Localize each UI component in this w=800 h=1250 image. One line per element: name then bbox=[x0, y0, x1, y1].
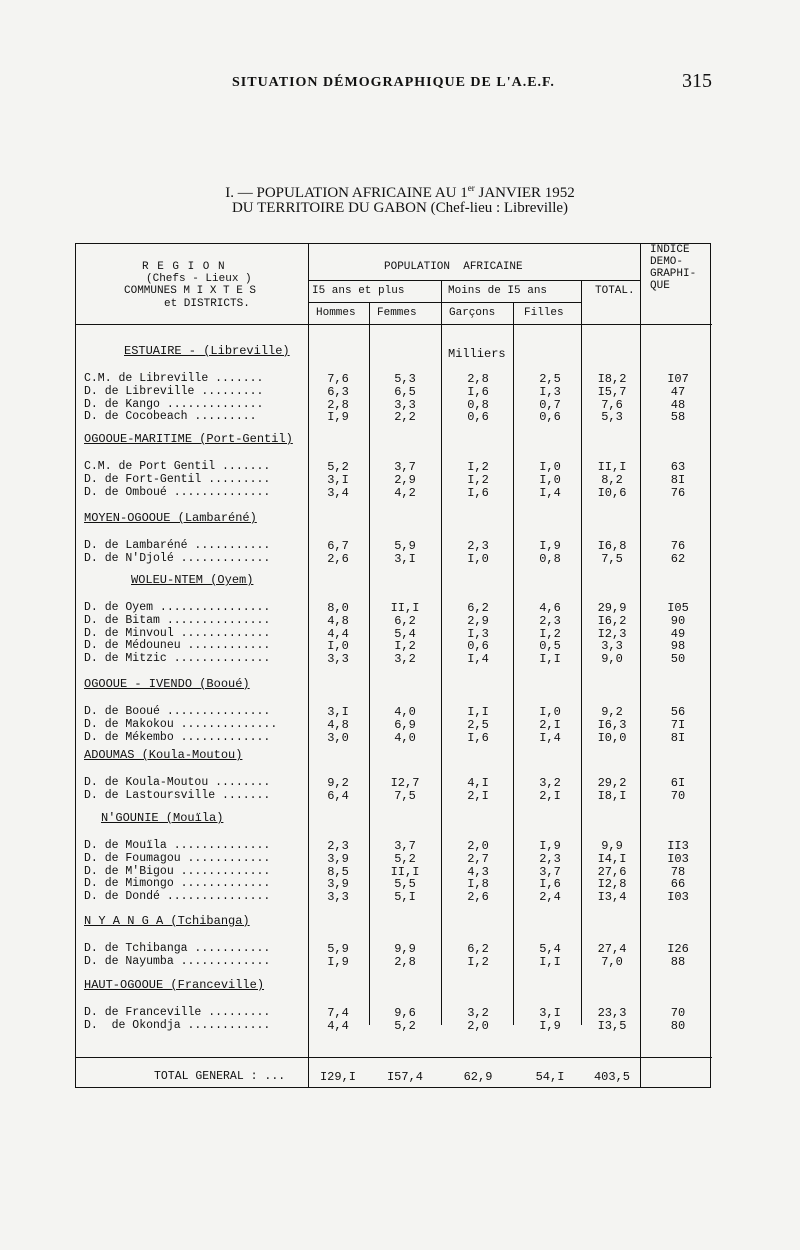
cell-h: 3,3 bbox=[327, 890, 349, 905]
cell-fi: 2,4 bbox=[539, 890, 561, 905]
row-label: D. de Mouïla .............. bbox=[84, 839, 271, 852]
row-label: D. de Omboué .............. bbox=[84, 485, 271, 499]
cell-t: 3,3 bbox=[601, 639, 623, 654]
cell-h: 4,4 bbox=[327, 1018, 349, 1033]
cell-fi: 0,7 bbox=[539, 397, 561, 412]
cell-g: I,6 bbox=[467, 384, 489, 399]
row-label: D. de M'Bigou ............. bbox=[84, 864, 271, 878]
section-heading: N Y A N G A (Tchibanga) bbox=[84, 914, 250, 928]
cell-i: 63 bbox=[670, 460, 686, 474]
cell-fi: I,9 bbox=[539, 539, 561, 553]
cell-h: 9,2 bbox=[327, 776, 349, 790]
cell-t: I2,8 bbox=[597, 877, 627, 892]
cell-f: 5,I bbox=[394, 890, 416, 905]
cell-g: 4,I bbox=[467, 776, 489, 790]
header-garcons: Garçons bbox=[449, 307, 496, 319]
cell-g: 2,7 bbox=[467, 851, 489, 866]
cell-t: 29,9 bbox=[597, 601, 627, 615]
header-indice: INDICE DEMO- GRAPHI- QUE bbox=[650, 244, 697, 292]
cell-g: 2,3 bbox=[467, 539, 489, 553]
row-label: D. de Kango .............. bbox=[84, 397, 264, 411]
cell-f: 6,2 bbox=[394, 613, 416, 628]
row-label: D. de Mitzic .............. bbox=[84, 652, 271, 666]
cell-t: 9,0 bbox=[601, 652, 623, 667]
row-label: D. de Foumagou ............ bbox=[84, 851, 271, 865]
row-label: D. de Minvoul ............. bbox=[84, 626, 271, 640]
cell-fi: I,3 bbox=[539, 384, 561, 399]
total-hommes: I29,I bbox=[319, 1070, 356, 1084]
rule-under-population bbox=[308, 280, 640, 281]
rule-indice bbox=[640, 244, 641, 1087]
cell-fi: I,0 bbox=[539, 705, 561, 719]
cell-t: I4,I bbox=[597, 851, 627, 866]
rule-under-agegroups bbox=[308, 302, 581, 303]
cell-fi: 3,I bbox=[539, 1006, 561, 1020]
section-heading: N'GOUNIE (Mouïla) bbox=[101, 811, 224, 825]
cell-h: 8,5 bbox=[327, 864, 349, 879]
cell-t: 27,6 bbox=[597, 864, 627, 879]
row-label: D. de Lastoursville ....... bbox=[84, 788, 271, 802]
row-label: C.M. de Libreville ....... bbox=[84, 372, 264, 385]
cell-fi: 2,I bbox=[539, 717, 561, 732]
cell-fi: I,9 bbox=[539, 1018, 561, 1033]
cell-f: I,2 bbox=[394, 639, 416, 654]
cell-t: 7,6 bbox=[601, 397, 623, 412]
cell-f: 5,4 bbox=[394, 626, 416, 641]
unit-label: Milliers bbox=[448, 347, 506, 361]
cell-f: 2,8 bbox=[394, 954, 416, 969]
cell-h: 6,4 bbox=[327, 788, 349, 803]
cell-i: 62 bbox=[670, 551, 686, 566]
population-table bbox=[75, 243, 711, 1088]
cell-t: 23,3 bbox=[597, 1006, 627, 1020]
cell-i: I05 bbox=[667, 601, 689, 615]
row-label: D. de Cocobeach ......... bbox=[84, 410, 257, 424]
row-label: D. de Nayumba ............. bbox=[84, 954, 271, 968]
cell-fi: 2,3 bbox=[539, 613, 561, 628]
row-label: D. de Bitam ............... bbox=[84, 613, 271, 627]
cell-f: 5,9 bbox=[394, 539, 416, 553]
cell-g: 2,0 bbox=[467, 839, 489, 853]
cell-i: 76 bbox=[670, 485, 686, 500]
cell-fi: I,6 bbox=[539, 877, 561, 892]
cell-t: I8,2 bbox=[597, 372, 627, 386]
rule-total bbox=[581, 280, 582, 1025]
cell-i: 88 bbox=[670, 954, 686, 969]
cell-t: 5,3 bbox=[601, 410, 623, 425]
title-part-b: JANVIER 1952 bbox=[474, 185, 575, 201]
cell-fi: 3,7 bbox=[539, 864, 561, 879]
cell-i: 6I bbox=[670, 776, 686, 790]
cell-t: I6,2 bbox=[597, 613, 627, 628]
cell-i: 8I bbox=[670, 472, 686, 487]
cell-t: II,I bbox=[597, 460, 627, 474]
cell-i: 49 bbox=[670, 626, 686, 641]
cell-i: 58 bbox=[670, 410, 686, 425]
cell-fi: 0,6 bbox=[539, 410, 561, 425]
cell-g: 4,3 bbox=[467, 864, 489, 879]
cell-g: I,8 bbox=[467, 877, 489, 892]
section-heading: ESTUAIRE - (Libreville) bbox=[124, 344, 290, 358]
header-chefs-lieux: (Chefs - Lieux ) bbox=[146, 273, 252, 285]
cell-h: 3,3 bbox=[327, 652, 349, 667]
cell-t: I0,6 bbox=[597, 485, 627, 500]
cell-g: 0,8 bbox=[467, 397, 489, 412]
cell-g: I,2 bbox=[467, 472, 489, 487]
cell-t: 7,5 bbox=[601, 551, 623, 566]
cell-f: II,I bbox=[390, 864, 420, 879]
cell-f: 6,5 bbox=[394, 384, 416, 399]
cell-t: I6,8 bbox=[597, 539, 627, 553]
cell-f: 5,5 bbox=[394, 877, 416, 892]
cell-f: 2,2 bbox=[394, 410, 416, 425]
cell-i: II3 bbox=[667, 839, 689, 853]
total-filles: 54,I bbox=[535, 1070, 565, 1084]
cell-fi: 3,2 bbox=[539, 776, 561, 790]
cell-fi: I,I bbox=[539, 652, 561, 667]
cell-h: 4,4 bbox=[327, 626, 349, 641]
cell-i: 70 bbox=[670, 1006, 686, 1020]
cell-t: I3,4 bbox=[597, 890, 627, 905]
title-part-a: I. — POPULATION AFRICAINE AU 1 bbox=[225, 185, 468, 201]
cell-h: 3,0 bbox=[327, 730, 349, 745]
rule-garcons-filles bbox=[513, 302, 514, 1025]
cell-h: 8,0 bbox=[327, 601, 349, 615]
cell-i: 76 bbox=[670, 539, 686, 553]
cell-h: 3,I bbox=[327, 705, 349, 719]
cell-i: 98 bbox=[670, 639, 686, 654]
cell-h: 7,6 bbox=[327, 372, 349, 386]
rule-region bbox=[308, 244, 309, 1087]
cell-fi: 2,5 bbox=[539, 372, 561, 386]
row-label: D. de Lambaréné ........... bbox=[84, 539, 271, 552]
cell-t: I5,7 bbox=[597, 384, 627, 399]
header-districts: et DISTRICTS. bbox=[164, 298, 250, 310]
cell-t: I2,3 bbox=[597, 626, 627, 641]
row-label: D. de Fort-Gentil ......... bbox=[84, 472, 271, 486]
section-heading: OGOOUE - IVENDO (Booué) bbox=[84, 677, 250, 691]
row-label: D. de Booué ............... bbox=[84, 705, 271, 718]
cell-h: 5,9 bbox=[327, 942, 349, 956]
cell-g: 2,I bbox=[467, 788, 489, 803]
cell-i: 80 bbox=[670, 1018, 686, 1033]
row-label: D. de Libreville ......... bbox=[84, 384, 264, 398]
section-heading: MOYEN-OGOOUE (Lambaréné) bbox=[84, 511, 257, 525]
cell-g: 6,2 bbox=[467, 601, 489, 615]
cell-h: 2,8 bbox=[327, 397, 349, 412]
cell-fi: 5,4 bbox=[539, 942, 561, 956]
cell-t: 7,0 bbox=[601, 954, 623, 969]
cell-f: II,I bbox=[390, 601, 420, 615]
cell-t: I0,0 bbox=[597, 730, 627, 745]
cell-fi: 2,I bbox=[539, 788, 561, 803]
cell-i: 47 bbox=[670, 384, 686, 399]
cell-i: 7I bbox=[670, 717, 686, 732]
cell-h: 7,4 bbox=[327, 1006, 349, 1020]
cell-g: I,4 bbox=[467, 652, 489, 667]
cell-fi: I,4 bbox=[539, 730, 561, 745]
cell-g: I,2 bbox=[467, 460, 489, 474]
cell-fi: 2,3 bbox=[539, 851, 561, 866]
cell-h: 2,3 bbox=[327, 839, 349, 853]
cell-t: I8,I bbox=[597, 788, 627, 803]
row-label: D. de Okondja ............ bbox=[84, 1018, 271, 1032]
cell-t: 29,2 bbox=[597, 776, 627, 790]
cell-fi: I,9 bbox=[539, 839, 561, 853]
cell-g: I,2 bbox=[467, 954, 489, 969]
cell-fi: 4,6 bbox=[539, 601, 561, 615]
cell-h: 3,9 bbox=[327, 877, 349, 892]
cell-fi: I,I bbox=[539, 954, 561, 969]
section-heading: HAUT-OGOOUE (Franceville) bbox=[84, 978, 265, 992]
rule-over-under bbox=[441, 280, 442, 1025]
header-population: POPULATION AFRICAINE bbox=[384, 261, 523, 273]
cell-f: 4,2 bbox=[394, 485, 416, 500]
cell-f: 3,7 bbox=[394, 460, 416, 474]
section-heading: ADOUMAS (Koula-Moutou) bbox=[84, 748, 243, 762]
cell-h: 3,9 bbox=[327, 851, 349, 866]
header-hommes: Hommes bbox=[316, 307, 356, 319]
cell-g: 2,6 bbox=[467, 890, 489, 905]
cell-fi: I,0 bbox=[539, 460, 561, 474]
cell-g: 0,6 bbox=[467, 410, 489, 425]
cell-g: I,0 bbox=[467, 551, 489, 566]
header-filles: Filles bbox=[524, 307, 564, 319]
cell-g: 0,6 bbox=[467, 639, 489, 654]
section-heading: OGOOUE-MARITIME (Port-Gentil) bbox=[84, 432, 293, 446]
cell-i: 50 bbox=[670, 652, 686, 667]
cell-h: 6,3 bbox=[327, 384, 349, 399]
cell-fi: I,4 bbox=[539, 485, 561, 500]
cell-i: 56 bbox=[670, 705, 686, 719]
cell-i: 66 bbox=[670, 877, 686, 892]
table-title-line-2: DU TERRITOIRE DU GABON (Chef-lieu : Libreville) bbox=[231, 200, 569, 216]
header-region: R E G I O N bbox=[142, 261, 226, 273]
cell-g: 2,8 bbox=[467, 372, 489, 386]
cell-i: I07 bbox=[667, 372, 689, 386]
cell-g: 2,9 bbox=[467, 613, 489, 628]
row-label: D. de Mékembo ............. bbox=[84, 730, 271, 744]
cell-g: 2,0 bbox=[467, 1018, 489, 1033]
cell-t: 27,4 bbox=[597, 942, 627, 956]
cell-i: I03 bbox=[667, 851, 689, 866]
header-under15: Moins de I5 ans bbox=[448, 285, 548, 297]
row-label: D. de Koula-Moutou ........ bbox=[84, 776, 271, 789]
cell-f: 7,5 bbox=[394, 788, 416, 803]
cell-h: I,9 bbox=[327, 954, 349, 969]
row-label: C.M. de Port Gentil ....... bbox=[84, 460, 271, 473]
row-label: D. de Tchibanga ........... bbox=[84, 942, 271, 955]
rule-hommes-femmes bbox=[369, 302, 370, 1025]
cell-h: I,0 bbox=[327, 639, 349, 654]
section-heading: WOLEU-NTEM (Oyem) bbox=[131, 573, 254, 587]
header-communes: COMMUNES M I X T E S bbox=[124, 285, 257, 297]
row-label: D. de Franceville ......... bbox=[84, 1006, 271, 1019]
cell-h: 4,8 bbox=[327, 613, 349, 628]
cell-g: I,6 bbox=[467, 730, 489, 745]
cell-g: I,3 bbox=[467, 626, 489, 641]
row-label: D. de Dondé ............... bbox=[84, 890, 271, 904]
cell-g: 2,5 bbox=[467, 717, 489, 732]
cell-f: 5,2 bbox=[394, 1018, 416, 1033]
cell-fi: 0,5 bbox=[539, 639, 561, 654]
row-label: D. de Makokou .............. bbox=[84, 717, 278, 731]
cell-h: 6,7 bbox=[327, 539, 349, 553]
cell-f: 5,2 bbox=[394, 851, 416, 866]
cell-t: 9,9 bbox=[601, 839, 623, 853]
total-label: TOTAL GENERAL : ... bbox=[154, 1070, 286, 1083]
cell-i: I26 bbox=[667, 942, 689, 956]
cell-g: 6,2 bbox=[467, 942, 489, 956]
cell-f: 9,9 bbox=[394, 942, 416, 956]
cell-h: 2,6 bbox=[327, 551, 349, 566]
header-total: TOTAL. bbox=[595, 285, 635, 297]
rule-total-top bbox=[76, 1057, 712, 1058]
header-femmes: Femmes bbox=[377, 307, 417, 319]
row-label: D. de Médouneu ............ bbox=[84, 639, 271, 653]
title-superscript: er bbox=[467, 183, 475, 193]
cell-f: 3,2 bbox=[394, 652, 416, 667]
row-label: D. de Oyem ................ bbox=[84, 601, 271, 614]
cell-f: 6,9 bbox=[394, 717, 416, 732]
cell-h: 5,2 bbox=[327, 460, 349, 474]
cell-fi: I,2 bbox=[539, 626, 561, 641]
cell-i: 48 bbox=[670, 397, 686, 412]
cell-fi: 0,8 bbox=[539, 551, 561, 566]
cell-i: 90 bbox=[670, 613, 686, 628]
row-label: D. de N'Djolé ............. bbox=[84, 551, 271, 565]
cell-h: 3,I bbox=[327, 472, 349, 487]
cell-t: 8,2 bbox=[601, 472, 623, 487]
cell-fi: I,0 bbox=[539, 472, 561, 487]
cell-f: 3,I bbox=[394, 551, 416, 566]
cell-i: I03 bbox=[667, 890, 689, 905]
cell-h: 3,4 bbox=[327, 485, 349, 500]
cell-t: I6,3 bbox=[597, 717, 627, 732]
cell-h: 4,8 bbox=[327, 717, 349, 732]
cell-i: 70 bbox=[670, 788, 686, 803]
cell-f: 9,6 bbox=[394, 1006, 416, 1020]
cell-f: 2,9 bbox=[394, 472, 416, 487]
cell-i: 8I bbox=[670, 730, 686, 745]
cell-f: 4,0 bbox=[394, 730, 416, 745]
cell-g: 3,2 bbox=[467, 1006, 489, 1020]
cell-f: 4,0 bbox=[394, 705, 416, 719]
cell-g: I,6 bbox=[467, 485, 489, 500]
total-total: 403,5 bbox=[593, 1070, 630, 1084]
total-garcons: 62,9 bbox=[463, 1070, 493, 1084]
cell-f: I2,7 bbox=[390, 776, 420, 790]
cell-t: I3,5 bbox=[597, 1018, 627, 1033]
row-label: D. de Mimongo ............. bbox=[84, 877, 271, 891]
cell-i: 78 bbox=[670, 864, 686, 879]
cell-h: I,9 bbox=[327, 410, 349, 425]
cell-g: I,I bbox=[467, 705, 489, 719]
running-head: SITUATION DÉMOGRAPHIQUE DE L'A.E.F. bbox=[232, 75, 555, 90]
header-over15: I5 ans et plus bbox=[312, 285, 405, 297]
rule-header-bottom bbox=[76, 324, 712, 325]
cell-f: 3,3 bbox=[394, 397, 416, 412]
total-femmes: I57,4 bbox=[386, 1070, 423, 1084]
cell-f: 5,3 bbox=[394, 372, 416, 386]
page-number: 315 bbox=[682, 70, 712, 92]
cell-t: 9,2 bbox=[601, 705, 623, 719]
cell-f: 3,7 bbox=[394, 839, 416, 853]
